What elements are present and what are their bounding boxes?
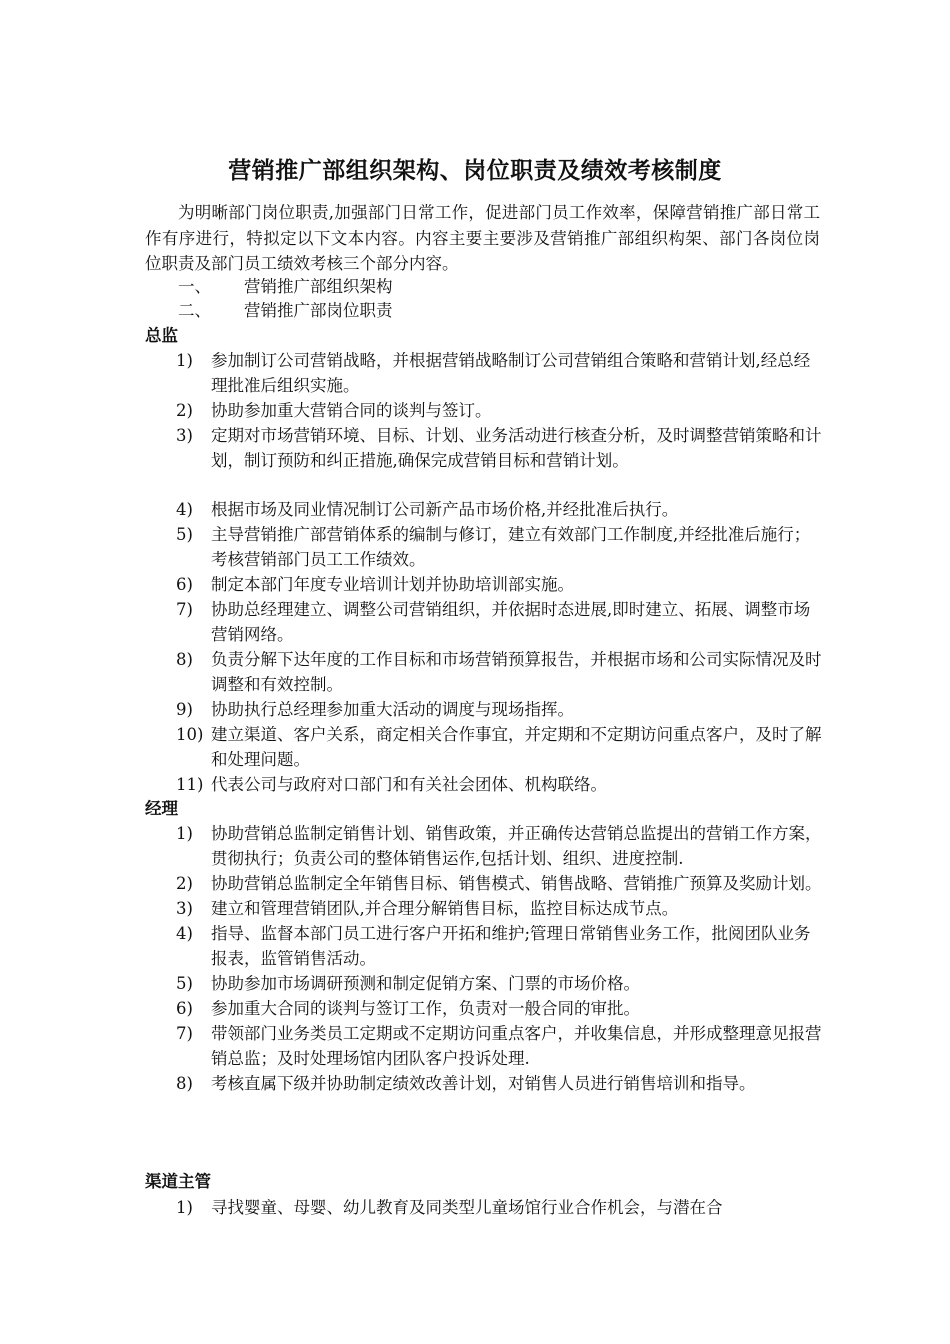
outline-number: 一、 [178, 277, 211, 296]
item-number: 4) [176, 924, 193, 943]
document-title: 营销推广部组织架构、岗位职责及绩效考核制度 [228, 158, 722, 184]
list-item [176, 423, 826, 473]
item-number: 1) [176, 351, 193, 370]
list-item [176, 722, 826, 772]
item-text: 主导营销推广部营销体系的编制与修订，建立有效部门工作制度,并经批准后施行；考核营销部门员工工作绩效。 [211, 525, 811, 569]
section-heading-channel-supervisor: 渠道主管 [145, 1172, 211, 1191]
item-number: 1) [176, 824, 193, 843]
item-number: 4) [176, 500, 193, 519]
list-item [176, 821, 826, 871]
list-item [176, 597, 826, 647]
item-text: 寻找婴童、母婴、幼儿教育及同类型儿童场馆行业合作机会，与潜在合 [211, 1198, 723, 1217]
list-item [176, 1021, 826, 1071]
manager-duties-list [176, 821, 826, 1096]
blank-line [176, 473, 826, 497]
item-text: 协助营销总监制定销售计划、销售政策，并正确传达营销总监提出的营销工作方案，贯彻执行；负责公司的整体销售运作,包括计划、组织、进度控制. [211, 824, 822, 868]
list-item [176, 971, 826, 996]
intro-paragraph: 为明晰部门岗位职责,加强部门日常工作，促进部门员工作效率，保障营销推广部日常工作有序进行，特拟定以下文本内容。内容主要主要涉及营销推广部组织构架、部门各岗位岗位职责及部门员工绩效考核三个部分内容。 [145, 203, 820, 273]
item-number: 2) [176, 401, 193, 420]
outline-text: 营销推广部组织架构 [244, 277, 393, 296]
item-text: 参加重大合同的谈判与签订工作，负责对一般合同的审批。 [211, 999, 640, 1018]
outline-item [178, 275, 393, 299]
item-number: 11) [176, 775, 204, 794]
item-text: 带领部门业务类员工定期或不定期访问重点客户，并收集信息，并形成整理意见报营销总监；及时处理场馆内团队客户投诉处理. [211, 1024, 822, 1068]
item-text: 定期对市场营销环境、目标、计划、业务活动进行核查分析，及时调整营销策略和计划，制订预防和纠正措施,确保完成营销目标和营销计划。 [211, 426, 822, 470]
item-text: 协助总经理建立、调整公司营销组织，并依据时态进展,即时建立、拓展、调整市场营销网络。 [211, 600, 811, 644]
list-item [176, 921, 826, 971]
item-number: 2) [176, 874, 193, 893]
item-number: 10) [176, 725, 204, 744]
item-text: 制定本部门年度专业培训计划并协助培训部实施。 [211, 575, 574, 594]
list-item [176, 522, 826, 572]
outline-item [178, 299, 393, 323]
item-text: 建立和管理营销团队,并合理分解销售目标，监控目标达成节点。 [211, 899, 679, 918]
item-text: 负责分解下达年度的工作目标和市场营销预算报告，并根据市场和公司实际情况及时调整和有效控制。 [211, 650, 822, 694]
list-item [176, 348, 826, 398]
channel-supervisor-duties-list [176, 1195, 826, 1221]
list-item [176, 1195, 826, 1220]
list-item [176, 896, 826, 921]
item-number: 8) [176, 1074, 193, 1093]
item-text: 协助参加重大营销合同的谈判与签订。 [211, 401, 492, 420]
director-duties-list [176, 348, 826, 797]
item-number: 6) [176, 999, 193, 1018]
item-text: 建立渠道、客户关系，商定相关合作事宜，并定期和不定期访问重点客户，及时了解和处理问题。 [211, 725, 822, 769]
list-item [176, 871, 826, 896]
item-number: 5) [176, 525, 193, 544]
outline-text: 营销推广部岗位职责 [244, 301, 393, 320]
item-text: 根据市场及同业情况制订公司新产品市场价格,并经批准后执行。 [211, 500, 679, 519]
item-text: 协助执行总经理参加重大活动的调度与现场指挥。 [211, 700, 574, 719]
item-text: 指导、监督本部门员工进行客户开拓和维护;管理日常销售业务工作，批阅团队业务报表，监管销售活动。 [211, 924, 811, 968]
list-item [176, 996, 826, 1021]
section-heading-manager: 经理 [145, 799, 178, 818]
item-number: 8) [176, 650, 193, 669]
list-item [176, 772, 826, 797]
item-text: 协助参加市场调研预测和制定促销方案、门票的市场价格。 [211, 974, 640, 993]
list-item [176, 497, 826, 522]
item-number: 6) [176, 575, 193, 594]
section-heading-director: 总监 [145, 326, 178, 345]
list-item [176, 572, 826, 597]
item-number: 3) [176, 426, 193, 445]
item-text: 代表公司与政府对口部门和有关社会团体、机构联络。 [211, 775, 607, 794]
list-item [176, 697, 826, 722]
list-item [176, 398, 826, 423]
item-number: 5) [176, 974, 193, 993]
item-number: 3) [176, 899, 193, 918]
item-number: 1) [176, 1198, 193, 1217]
item-text: 考核直属下级并协助制定绩效改善计划，对销售人员进行销售培训和指导。 [211, 1074, 756, 1093]
outline-number: 二、 [178, 301, 211, 320]
item-text: 协助营销总监制定全年销售目标、销售模式、销售战略、营销推广预算及奖励计划。 [211, 874, 822, 893]
item-text: 参加制订公司营销战略，并根据营销战略制订公司营销组合策略和营销计划,经总经理批准后组织实施。 [211, 351, 811, 395]
item-number: 7) [176, 600, 193, 619]
list-item [176, 1071, 826, 1096]
list-item [176, 647, 826, 697]
item-number: 9) [176, 700, 193, 719]
item-number: 7) [176, 1024, 193, 1043]
